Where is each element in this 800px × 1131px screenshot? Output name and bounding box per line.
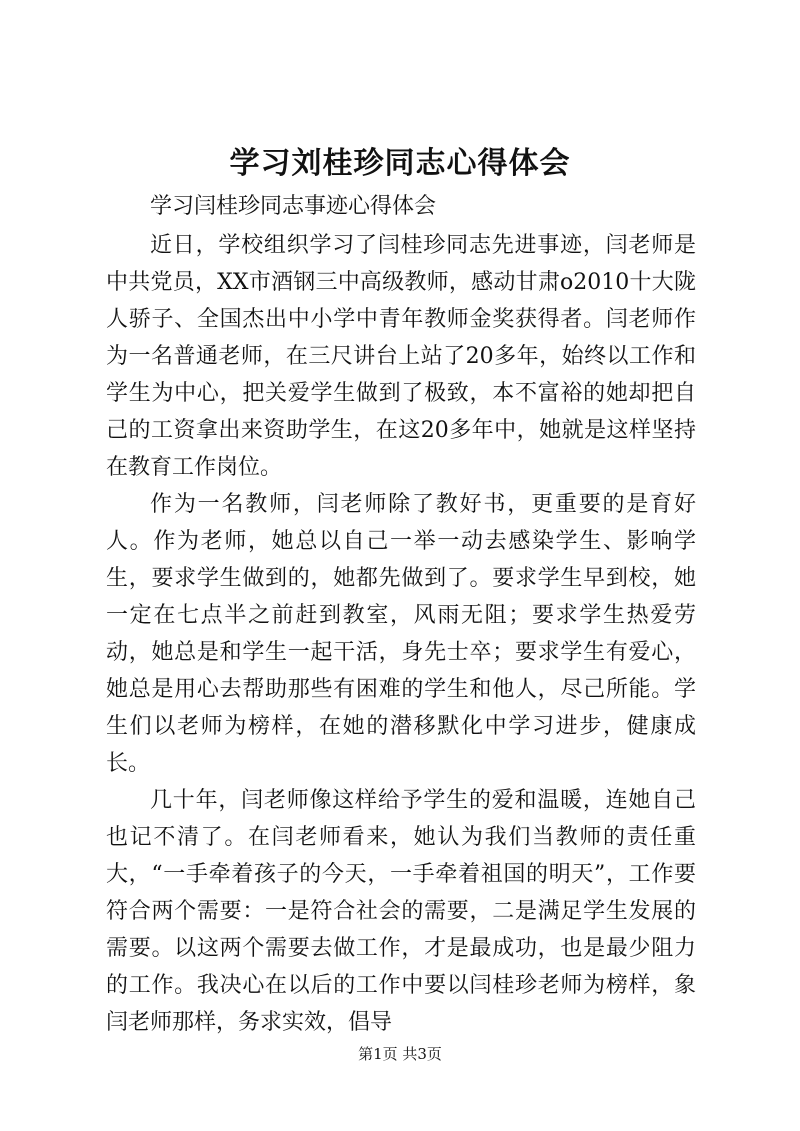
document-subtitle: 学习闫桂珍同志事迹心得体会 (150, 194, 437, 219)
paragraph-3: 几十年，闫老师像这样给予学生的爱和温暖，连她自己也记不清了。在闫老师看来，她认为我们当教师的责任重大，“一手牵着孩子的今天，一手牵着祖国的明天”，工作要符合两个需要：一是符合社会的需要，二是满足学生发展的需要。以这两个需要去做工作，才是最成功，也是最少阻力的工作。我决心在以后的工作中要以闫桂珍老师为榜样，象闫老师那样，务求实效，倡导 (106, 788, 696, 1035)
paragraph-2: 作为一名教师，闫老师除了教好书，更重要的是育好人。作为老师，她总以自己一举一动去感染学生、影响学生，要求学生做到的，她都先做到了。要求学生早到校，她一定在七点半之前赶到教室，风雨无阻；要求学生热爱劳动，她总是和学生一起干活，身先士卒；要求学生有爱心，她总是用心去帮助那些有困难的学生和他人，尽己所能。学生们以老师为榜样，在她的潜移默化中学习进步，健康成长。 (106, 492, 696, 776)
page-number-footer: 第1页 共3页 (358, 1045, 442, 1063)
document-body (106, 188, 696, 1041)
document-title: 学习刘桂珍同志心得体会 (229, 146, 571, 181)
paragraph-1: 近日，学校组织学习了闫桂珍同志先进事迹，闫老师是中共党员，XX市酒钢三中高级教师，感动甘肃o2010十大陇人骄子、全国杰出中小学中青年教师金奖获得者。闫老师作为一名普通老师，在三尺讲台上站了20多年，始终以工作和学生为中心，把关爱学生做到了极致，本不富裕的她却把自己的工资拿出来资助学生，在这20多年中，她就是这样坚持在教育工作岗位。 (106, 233, 696, 480)
